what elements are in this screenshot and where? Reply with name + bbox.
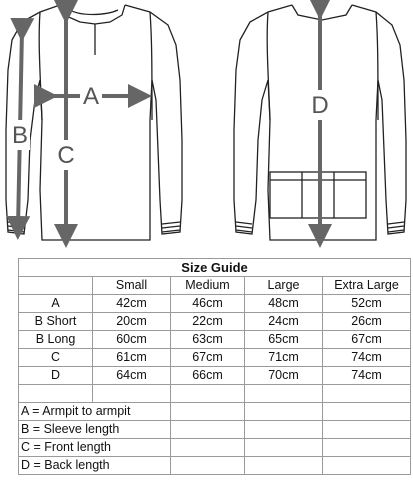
legend-row — [19, 439, 411, 457]
table-cell: 65cm — [245, 331, 323, 349]
header-cell: Small — [93, 277, 171, 295]
row-label: A — [19, 295, 93, 313]
table-row — [19, 331, 411, 349]
letter-b: B — [11, 122, 29, 149]
front-measurements — [18, 12, 140, 236]
table-cell: 74cm — [323, 349, 411, 367]
table-title-row — [19, 259, 411, 277]
legend-row — [19, 421, 411, 439]
table-row — [19, 367, 411, 385]
header-cell: Extra Large — [323, 277, 411, 295]
row-label: C — [19, 349, 93, 367]
table-row — [19, 313, 411, 331]
table-cell: 63cm — [171, 331, 245, 349]
header-cell — [19, 277, 93, 295]
table-cell: 66cm — [171, 367, 245, 385]
row-label: B Short — [19, 313, 93, 331]
table-cell: 22cm — [171, 313, 245, 331]
table-cell: 26cm — [323, 313, 411, 331]
legend-item: D = Back length — [19, 457, 93, 475]
table-cell: 24cm — [245, 313, 323, 331]
table-cell: 64cm — [93, 367, 171, 385]
header-cell: Medium — [171, 277, 245, 295]
legend-item: B = Sleeve length — [19, 421, 93, 439]
table-cell: 20cm — [93, 313, 171, 331]
row-label: D — [19, 367, 93, 385]
table-row — [19, 295, 411, 313]
table-cell: 48cm — [245, 295, 323, 313]
legend-row — [19, 403, 411, 421]
table-cell: 67cm — [171, 349, 245, 367]
table-cell: 67cm — [323, 331, 411, 349]
letter-c: C — [57, 142, 75, 169]
table-cell: 71cm — [245, 349, 323, 367]
legend-row — [19, 457, 411, 475]
table-title: Size Guide — [19, 259, 411, 277]
row-label: B Long — [19, 331, 93, 349]
legend-item: A = Armpit to armpit — [19, 403, 93, 421]
table-cell: 61cm — [93, 349, 171, 367]
table-cell: 60cm — [93, 331, 171, 349]
legend-item: C = Front length — [19, 439, 93, 457]
table-cell: 42cm — [93, 295, 171, 313]
header-cell: Large — [245, 277, 323, 295]
table-cell: 70cm — [245, 367, 323, 385]
table-cell: 52cm — [323, 295, 411, 313]
letter-a: A — [82, 83, 100, 110]
front-jersey-drawing — [6, 5, 182, 240]
table-cell: 46cm — [171, 295, 245, 313]
table-cell: 74cm — [323, 367, 411, 385]
blank-row — [19, 385, 411, 403]
table-header-row — [19, 277, 411, 295]
size-guide-table — [18, 258, 411, 475]
letter-d: D — [311, 92, 329, 119]
table-row — [19, 349, 411, 367]
